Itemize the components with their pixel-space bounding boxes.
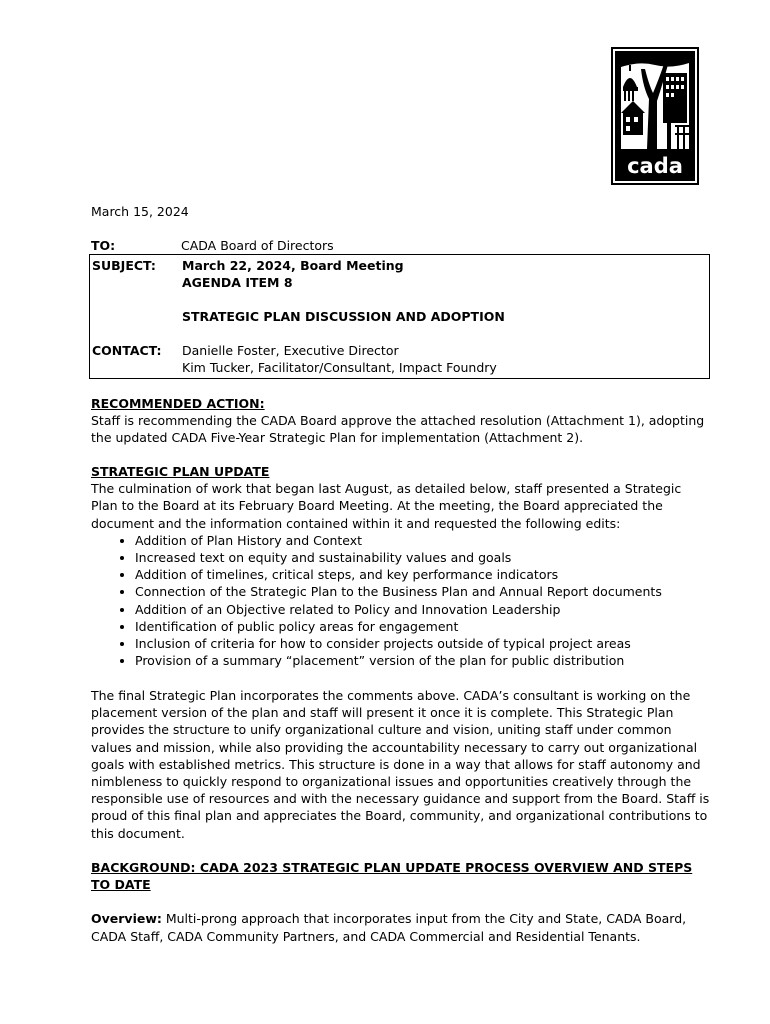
subject-line-1: March 22, 2024, Board Meeting	[182, 258, 404, 273]
list-item: • Connection of the Strategic Plan to the Business Plan and Annual Report documents	[135, 583, 711, 600]
list-item: • Inclusion of criteria for how to consider projects outside of typical project areas	[135, 635, 711, 652]
logo-text: cada	[627, 154, 683, 178]
list-item: • Addition of timelines, critical steps, and key performance indicators	[135, 566, 711, 583]
strategic-plan-update-heading: STRATEGIC PLAN UPDATE	[91, 464, 270, 479]
update-body-section	[91, 687, 711, 842]
recommended-action-heading: RECOMMENDED ACTION:	[91, 396, 265, 411]
requested-edits-list	[91, 532, 711, 670]
strategic-plan-update-section	[91, 463, 711, 669]
list-item: • Addition of an Objective related to Policy and Innovation Leadership	[135, 601, 711, 618]
subject-label: SUBJECT:	[92, 258, 156, 273]
overview-text: Multi-prong approach that incorporates input from the City and State, CADA Board, CADA Staff, CADA Community Partners, and CADA Commercial and Residential Tenants.	[91, 911, 687, 944]
list-item: • Increased text on equity and sustainability values and goals	[135, 549, 711, 566]
recommended-action-section	[91, 395, 711, 447]
subject-line-2: AGENDA ITEM 8	[182, 275, 293, 290]
subject-row	[92, 257, 709, 325]
contact-line-1: Danielle Foster, Executive Director	[182, 343, 399, 358]
contact-label: CONTACT:	[92, 343, 162, 358]
list-item: • Provision of a summary “placement” version of the plan for public distribution	[135, 652, 711, 669]
contact-line-2: Kim Tucker, Facilitator/Consultant, Impact Foundry	[182, 360, 497, 375]
overview-paragraph	[91, 910, 711, 944]
list-item: • Identification of public policy areas for engagement	[135, 618, 711, 635]
update-body-text: The final Strategic Plan incorporates the comments above. CADA’s consultant is working on the placement version of the plan and staff will present it once it is complete. This Strategic Plan provides the structure to unify organizational culture and vision, uniting staff under common values and mission, while also providing the accountability necessary to carry out organizational goals with established metrics. This structure is done in a way that allows for staff autonomy and nimbleness to quickly respond to organizational issues and opportunities creatively through the responsible use of resources and with the necessary guidance and support from the Board. Staff is proud of this final plan and appreciates the Board, community, and organizational contributions to this document.	[91, 688, 710, 841]
background-heading: BACKGROUND: CADA 2023 STRATEGIC PLAN UPDATE PROCESS OVERVIEW AND STEPS TO DATE	[91, 860, 693, 893]
subject-line-3: STRATEGIC PLAN DISCUSSION AND ADOPTION	[182, 309, 505, 324]
cada-logo	[611, 47, 699, 185]
recommended-action-text: Staff is recommending the CADA Board approve the attached resolution (Attachment 1), adopting the updated CADA Five-Year Strategic Plan for implementation (Attachment 2).	[91, 413, 705, 446]
to-value: CADA Board of Directors	[181, 238, 334, 253]
memo-header	[91, 237, 710, 379]
memo-date: March 15, 2024	[91, 204, 189, 219]
contact-row	[92, 342, 709, 376]
list-item: • Addition of Plan History and Context	[135, 532, 711, 549]
overview-label: Overview:	[91, 911, 162, 927]
update-intro: The culmination of work that began last August, as detailed below, staff presented a Strategic Plan to the Board at its February Board Meeting. At the meeting, the Board appreciated the document and the information contained within it and requested the following edits:	[91, 481, 682, 531]
to-row	[91, 237, 710, 254]
subject-contact-box	[89, 254, 710, 379]
background-section	[91, 859, 711, 945]
to-label: TO:	[91, 238, 116, 253]
